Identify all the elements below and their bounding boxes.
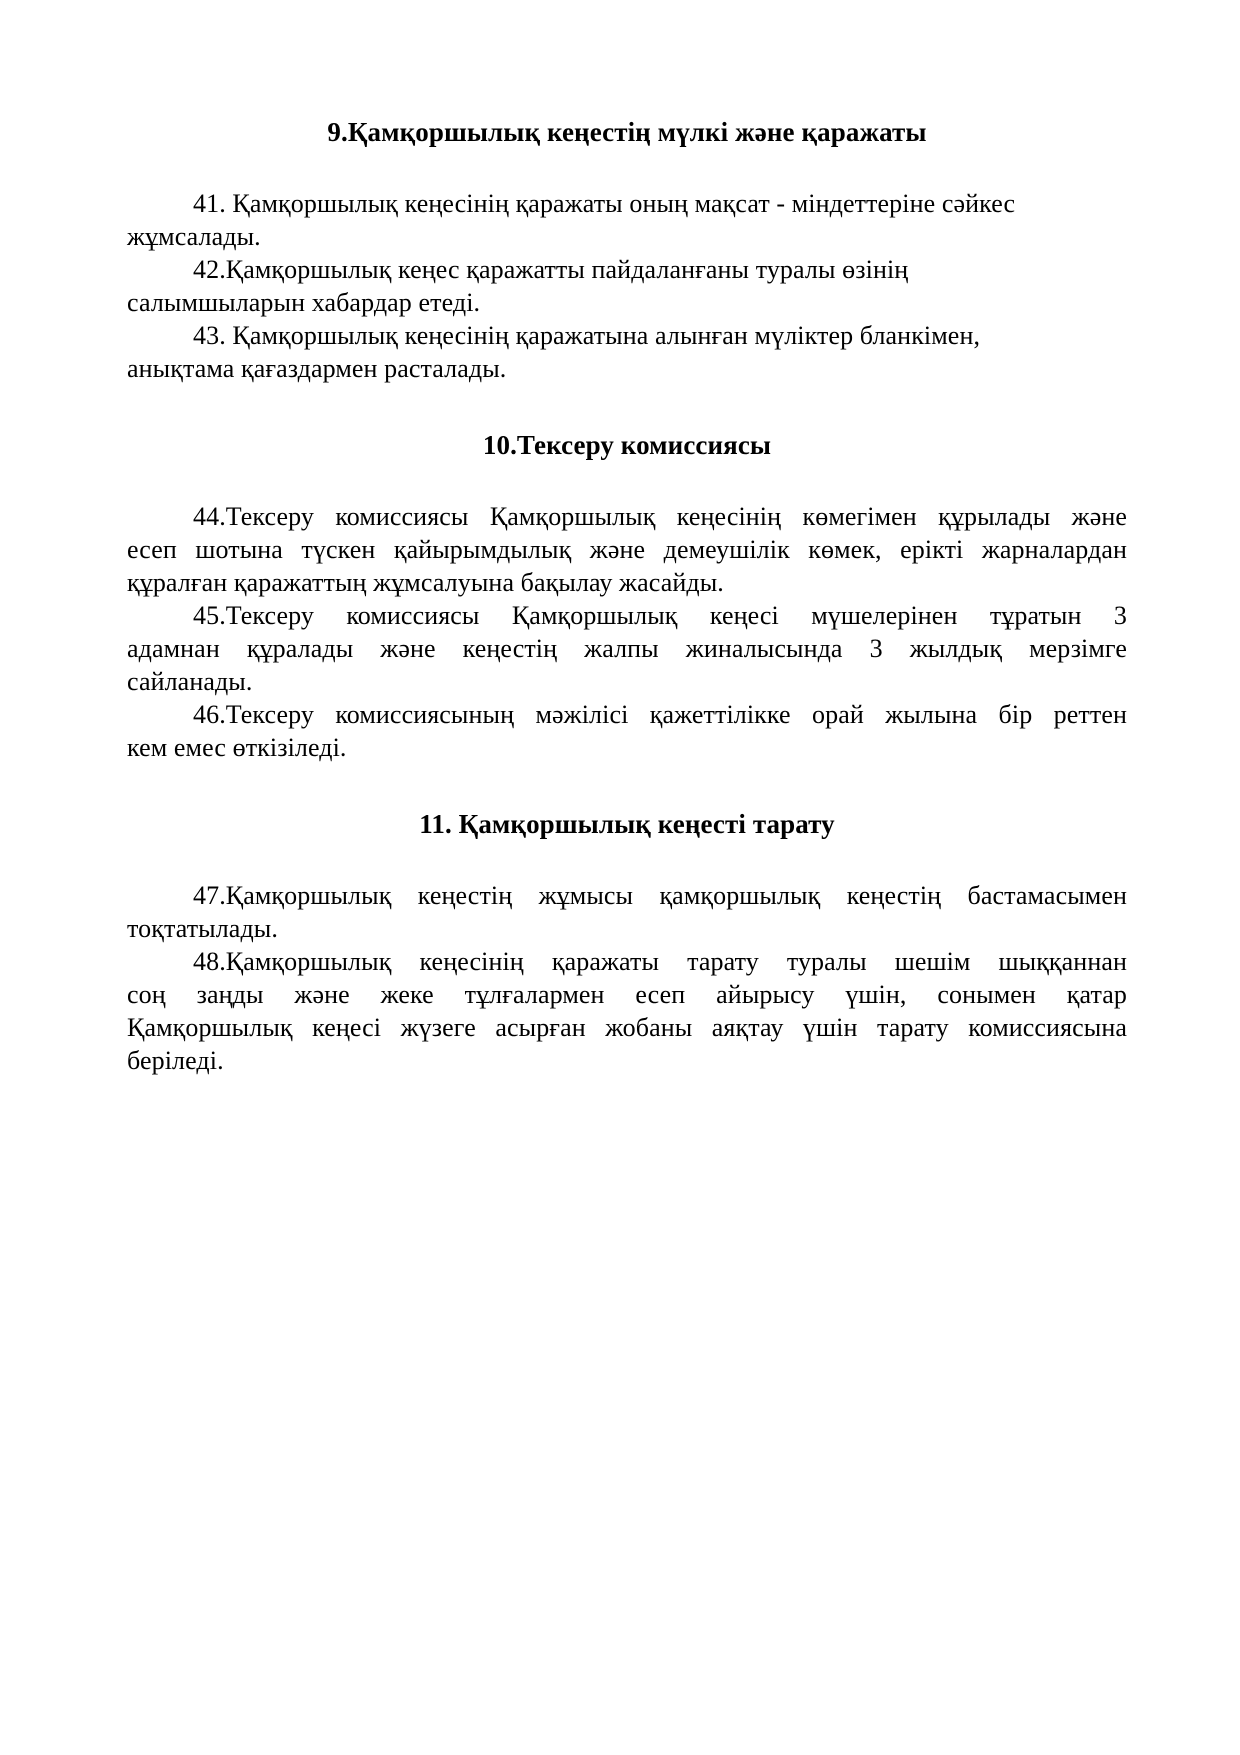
- paragraph-45: [127, 599, 1127, 698]
- paragraph-line: адамнан құралады және кеңестің жалпы жиналысында 3 жылдық мерзімге: [127, 634, 1127, 663]
- paragraph-line: құралған қаражаттың жұмсалуына бақылау жасайды.: [127, 568, 724, 597]
- paragraph-line: анықтама қағаздармен расталады.: [127, 354, 507, 383]
- paragraph-line: жұмсалады.: [127, 222, 261, 251]
- paragraph-line: 47.Қамқоршылық кеңестің жұмысы қамқоршылық кеңестің бастамасымен: [193, 881, 1127, 910]
- paragraph-line: тоқтатылады.: [127, 914, 278, 943]
- paragraph-line: 44.Тексеру комиссиясы Қамқоршылық кеңесінің көмегімен құрылады және: [193, 502, 1127, 531]
- paragraph-line: 46.Тексеру комиссиясының мәжілісі қажеттілікке орай жылына бір реттен: [193, 700, 1127, 729]
- paragraph-line: соң заңды және жеке тұлғалармен есеп айырысу үшін, сонымен қатар: [127, 980, 1127, 1009]
- paragraph-line: беріледі.: [127, 1046, 224, 1075]
- paragraph-line: сайланады.: [127, 667, 253, 696]
- paragraph-46: [127, 698, 1127, 764]
- paragraph-line: есеп шотына түскен қайырымдылық және демеушілік көмек, ерікті жарналардан: [127, 535, 1127, 564]
- paragraph-41: [127, 187, 1127, 253]
- paragraph-line: 43. Қамқоршылық кеңесінің қаражатына алынған мүліктер бланкімен,: [193, 321, 981, 350]
- paragraph-43: [127, 319, 1127, 385]
- section-heading-9: 9.Қамқоршылық кеңестің мүлкі және қаражаты: [327, 117, 927, 147]
- section-heading-10: 10.Тексеру комиссиясы: [482, 430, 772, 460]
- paragraph-47: [127, 879, 1127, 945]
- section-heading-11: 11. Қамқоршылық кеңесті тарату: [419, 809, 835, 839]
- paragraph-line: 42.Қамқоршылық кеңес қаражатты пайдаланғаны туралы өзінің: [193, 255, 909, 284]
- paragraph-line: 45.Тексеру комиссиясы Қамқоршылық кеңесі мүшелерінен тұратын 3: [193, 601, 1127, 630]
- paragraph-line: 48.Қамқоршылық кеңесінің қаражаты тарату туралы шешім шыққаннан: [193, 947, 1127, 976]
- paragraph-line: кем емес өткізіледі.: [127, 733, 347, 762]
- paragraph-44: [127, 500, 1127, 599]
- paragraph-line: салымшыларын хабардар етеді.: [127, 288, 481, 317]
- paragraph-line: 41. Қамқоршылық кеңесінің қаражаты оның мақсат - міндеттеріне сәйкес: [193, 189, 1016, 218]
- paragraph-line: Қамқоршылық кеңесі жүзеге асырған жобаны аяқтау үшін тарату комиссиясына: [127, 1013, 1127, 1042]
- paragraph-48: [127, 945, 1127, 1077]
- paragraph-42: [127, 253, 1127, 319]
